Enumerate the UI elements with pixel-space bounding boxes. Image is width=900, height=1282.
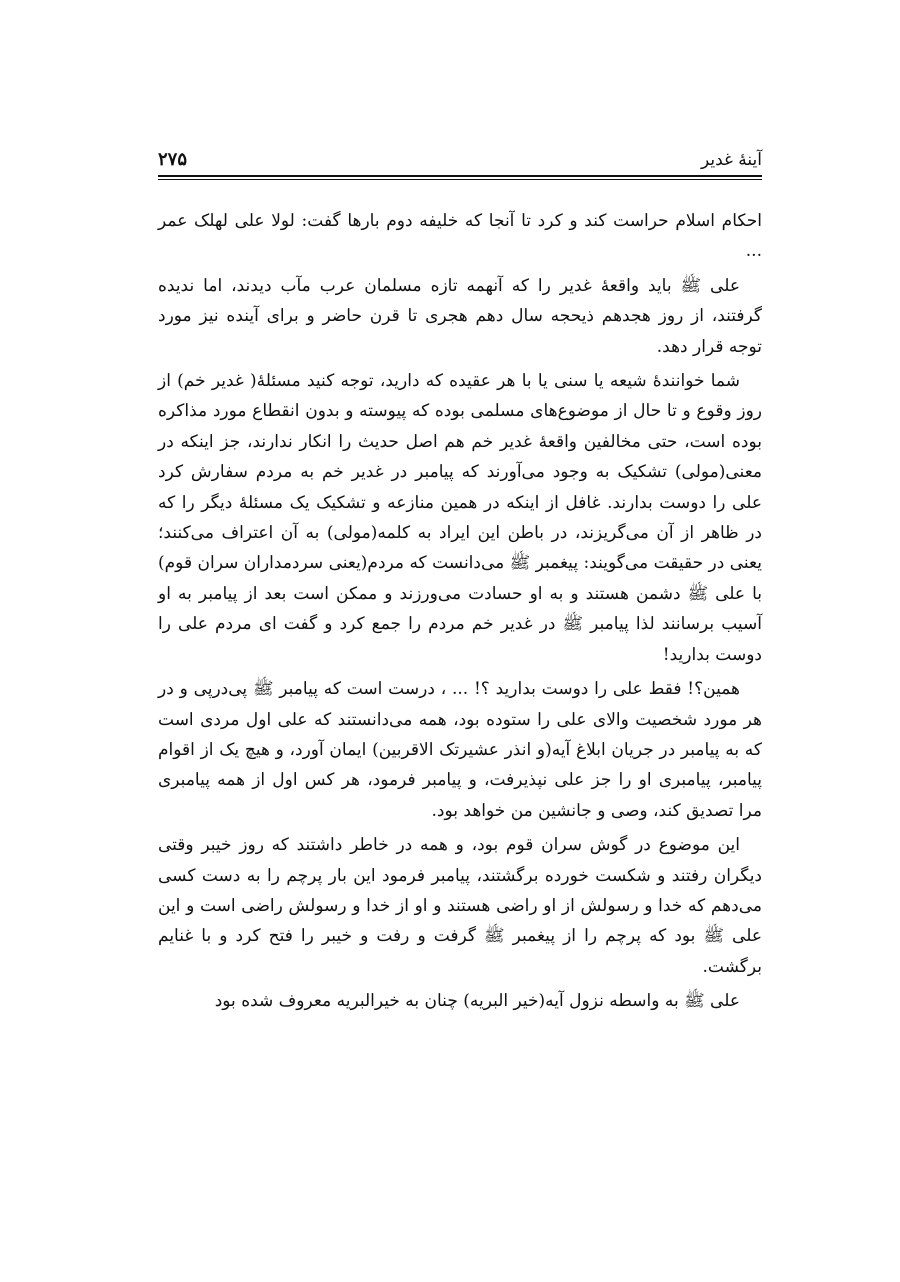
- body-text: [158, 206, 762, 1021]
- page-number: ۲۷۵: [158, 149, 188, 170]
- header-divider: [158, 175, 762, 180]
- paragraph: علی ﷺ به واسطه نزول آیه(خیر البریه) چنان به خیرالبریه معروف شده بود: [214, 991, 740, 1012]
- paragraph: این موضوع در گوش سران قوم بود، و همه در خاطر داشتند که روز خیبر وقتی دیگران رفتند و شکست خورده برگشتند، پیامبر فرمود این بار پرچم را به دست کسی می‌دهم که خدا و رسولش از او راضی هستند و او از خدا و رسولش راضی است و این علی ﷺ بود که پرچم را از پیغمبر ﷺ گرفت و رفت و خیبر را فتح کرد و با غنایم برگشت.: [158, 835, 763, 977]
- running-header: [158, 146, 762, 174]
- paragraph: همین؟! فقط علی را دوست بدارید ؟! ... ، درست است که پیامبر ﷺ پی‌درپی و در هر مورد شخصیت والای علی را ستوده بود، همه می‌دانستند که علی اول مردی است که به پیامبر در جریان ابلاغ آیه(و انذر عشیرتک الاقربین) ایمان آورد، و هیچ یک از اقوام پیامبر، پیامبری او را جز علی نپذیرفت، و پیامبر فرمود، هر کس اول از همه پیامبری مرا تصدیق کند، وصی و جانشین من خواهد بود.: [158, 679, 762, 821]
- paragraph: احکام اسلام حراست کند و کرد تا آنجا که خلیفه دوم بارها گفت: لولا علی لهلک عمر ...: [158, 211, 762, 262]
- running-header-title: آینۀ غدیر: [700, 150, 762, 170]
- paragraph: شما خوانندۀ شیعه یا سنی یا با هر عقیده که دارید، توجه کنید مسئلۀ( غدیر خم) از روز وقوع و تا حال از موضوع‌های مسلمی بوده که پیوسته و بدون انقطاع مورد مذاکره بوده است، حتی مخالفین واقعۀ غدیر خم هم اصل حدیث را انکار ندارند، جز اینکه در معنی(مولی) تشکیک به وجود می‌آورند که پیامبر در غدیر خم به مردم سفارش کرد علی را دوست بدارند. غافل از اینکه در همین منازعه و تشکیک یک مسئلۀ دیگر را که در ظاهر از آن می‌گریزند، در باطن این ایراد به کلمه(مولی) به آن اعتراف می‌کنند؛ یعنی در حقیقت می‌گویند: پیغمبر ﷺ می‌دانست که مردم(یعنی سردمداران سران قوم) با علی ﷺ دشمن هستند و به او حسادت می‌ورزند و ممکن است بعد از پیامبر به او آسیب برسانند لذا پیامبر ﷺ در غدیر خم مردم را جمع کرد و گفت ای مردم علی را دوست بدارید!: [158, 371, 762, 665]
- document-page: [158, 0, 762, 1282]
- paragraph: علی ﷺ باید واقعۀ غدیر را که آنهمه تازه مسلمان عرب مآب دیدند، اما ندیده گرفتند، از روز هجدهم ذیحجه سال دهم هجری تا قرن حاضر و برای آینده نیز مورد توجه قرار دهد.: [158, 275, 762, 357]
